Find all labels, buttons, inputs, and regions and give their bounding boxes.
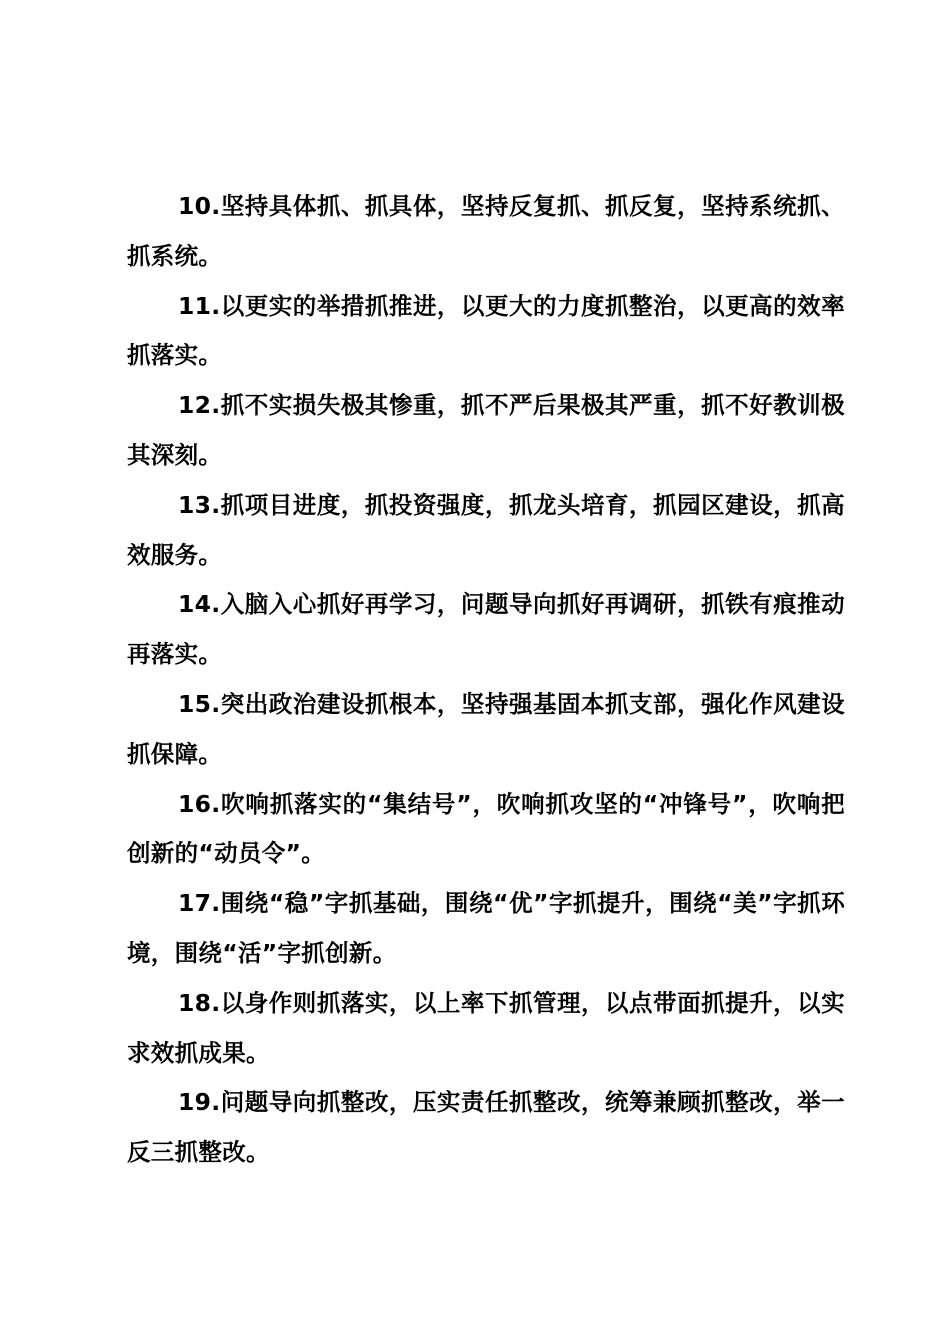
paragraph-17: 17.围绕“稳”字抓基础，围绕“优”字抓提升，围绕“美”字抓环境，围绕“活”字抓创新。: [127, 889, 845, 967]
paragraph-14: 14.入脑入心抓好再学习，问题导向抓好再调研，抓铁有痕推动再落实。: [127, 590, 845, 669]
paragraph-13: 13.抓项目进度，抓投资强度，抓龙头培育，抓园区建设，抓高效服务。: [127, 490, 845, 569]
paragraph-19: 19.问题导向抓整改，压实责任抓整改，统筹兼顾抓整改，举一反三抓整改。: [127, 1088, 845, 1167]
document-body: [127, 182, 845, 1178]
paragraph-10: 10.坚持具体抓、抓具体，坚持反复抓、抓反复，坚持系统抓、抓系统。: [127, 192, 845, 270]
paragraph-16: 16.吹响抓落实的“集结号”，吹响抓攻坚的“冲锋号”，吹响把创新的“动员令”。: [127, 789, 845, 868]
paragraph-11: 11.以更实的举措抓推进，以更大的力度抓整治，以更高的效率抓落实。: [127, 291, 845, 370]
paragraph-12: 12.抓不实损失极其惨重，抓不严后果极其严重，抓不好教训极其深刻。: [127, 391, 845, 469]
paragraph-18: 18.以身作则抓落实，以上率下抓管理，以点带面抓提升，以实求效抓成果。: [127, 988, 845, 1067]
paragraph-15: 15.突出政治建设抓根本，坚持强基固本抓支部，强化作风建设抓保障。: [127, 689, 845, 768]
